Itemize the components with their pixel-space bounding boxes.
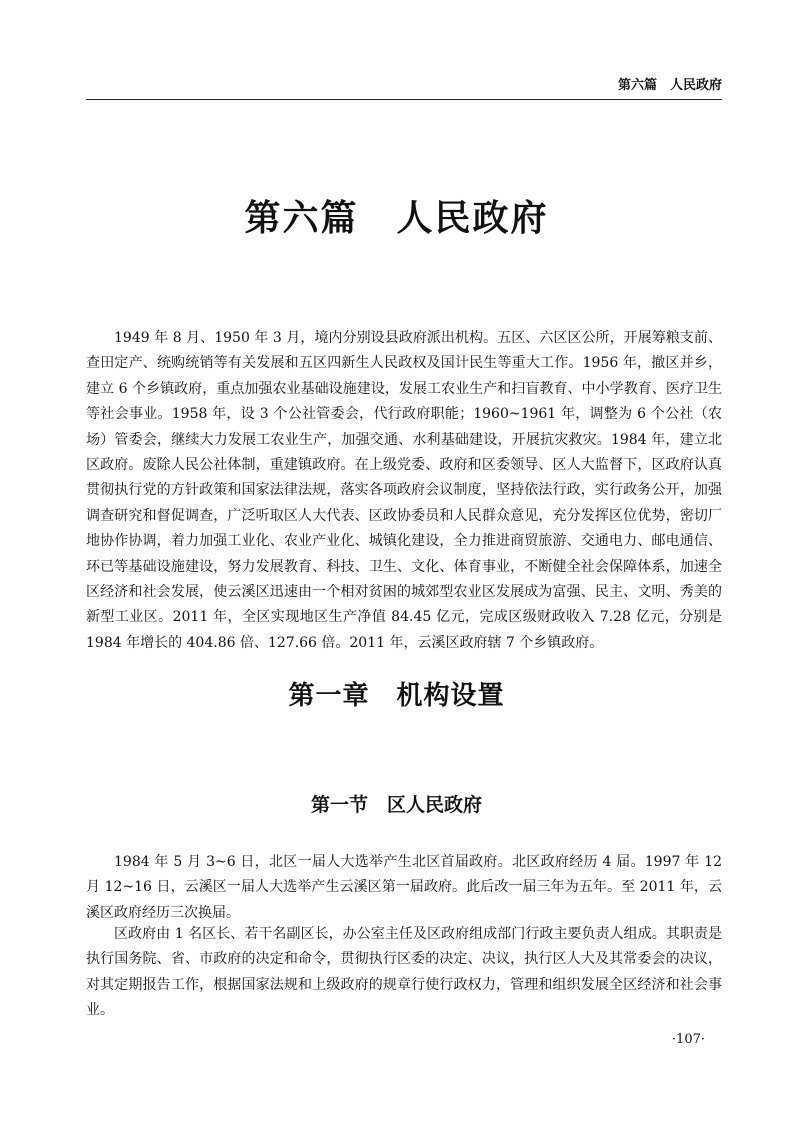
running-header (86, 72, 722, 100)
section-paragraph: 区政府由 1 名区长、若干名副区长，办公室主任及区政府组成部门行政主要负责人组成。其职责是执行国务院、省、市政府的决定和命令，贯彻执行区委的决定、决议，执行区人大及其常委会的决议，对其定期报告工作，根据国家法规和上级政府的规章行使行政权力，管理和组织发展全区经济和社会事业。 (86, 926, 722, 1019)
section-title: 第一节 区人民政府 (310, 794, 482, 816)
intro-paragraph: 1949 年 8 月、1950 年 3 月，境内分别设县政府派出机构。五区、六区区公所，开展筹粮支前、查田定产、统购统销等有关发展和五区四新生人民政权及国计民生等重大工作。1956 年，撤区并乡，建立 6 个乡镇政府，重点加强农业基础设施建设，发展工农业生产和扫盲教育、中小学教育、医疗卫生等社会事业。1958 年，设 3 个公社管委会，代行政府职能；1960~1961 年，调整为 6 个公社（农场）管委会，继续大力发展工农业生产，加强交通、水利基础建设，开展抗灾救灾。1984 年，建立北区政府。废除人民公社体制，重建镇政府。在上级党委、政府和区委领导、区人大监督下，区政府认真贯彻执行党的方针政策和国家法律法规，落实各项政府会议制度，坚持依法行政，实行政务公开，加强调查研究和督促调查，广泛听取区人大代表、区政协委员和人民群众意见，充分发挥区位优势，密切厂地协作协调，着力加强工业化、农业产业化、城镇化建设，全力推进商贸旅游、交通电力、邮电通信、环已等基础设施建设，努力发展教育、科技、卫生、文化、体育事业，不断健全社会保障体系，加速全区经济和社会发展，使云溪区迅速由一个相对贫困的城郊型农业区发展成为富强、民主、文明、秀美的新型工业区。2011 年，全区实现地区生产净值 84.45 亿元，完成区级财政收入 7.28 亿元，分别是 1984 年增长的 404.86 倍、127.66 倍。2011 年，云溪区政府辖 7 个乡镇政府。 (86, 330, 722, 651)
part-title: 第六篇 人民政府 (244, 197, 549, 239)
section-paragraph: 1984 年 5 月 3~6 日，北区一届人大选举产生北区首届政府。北区政府经历 4 届。1997 年 12 月 12~16 日，云溪区一届人大选举产生云溪区第一届政府。此后改一届三年为五年。至 2011 年，云溪区政府经历三次换届。 (86, 854, 722, 921)
chapter-title: 第一章 机构设置 (288, 681, 505, 711)
page-number: ·107· (671, 1032, 705, 1047)
running-header-title: 第六篇 人民政府 (617, 78, 722, 93)
